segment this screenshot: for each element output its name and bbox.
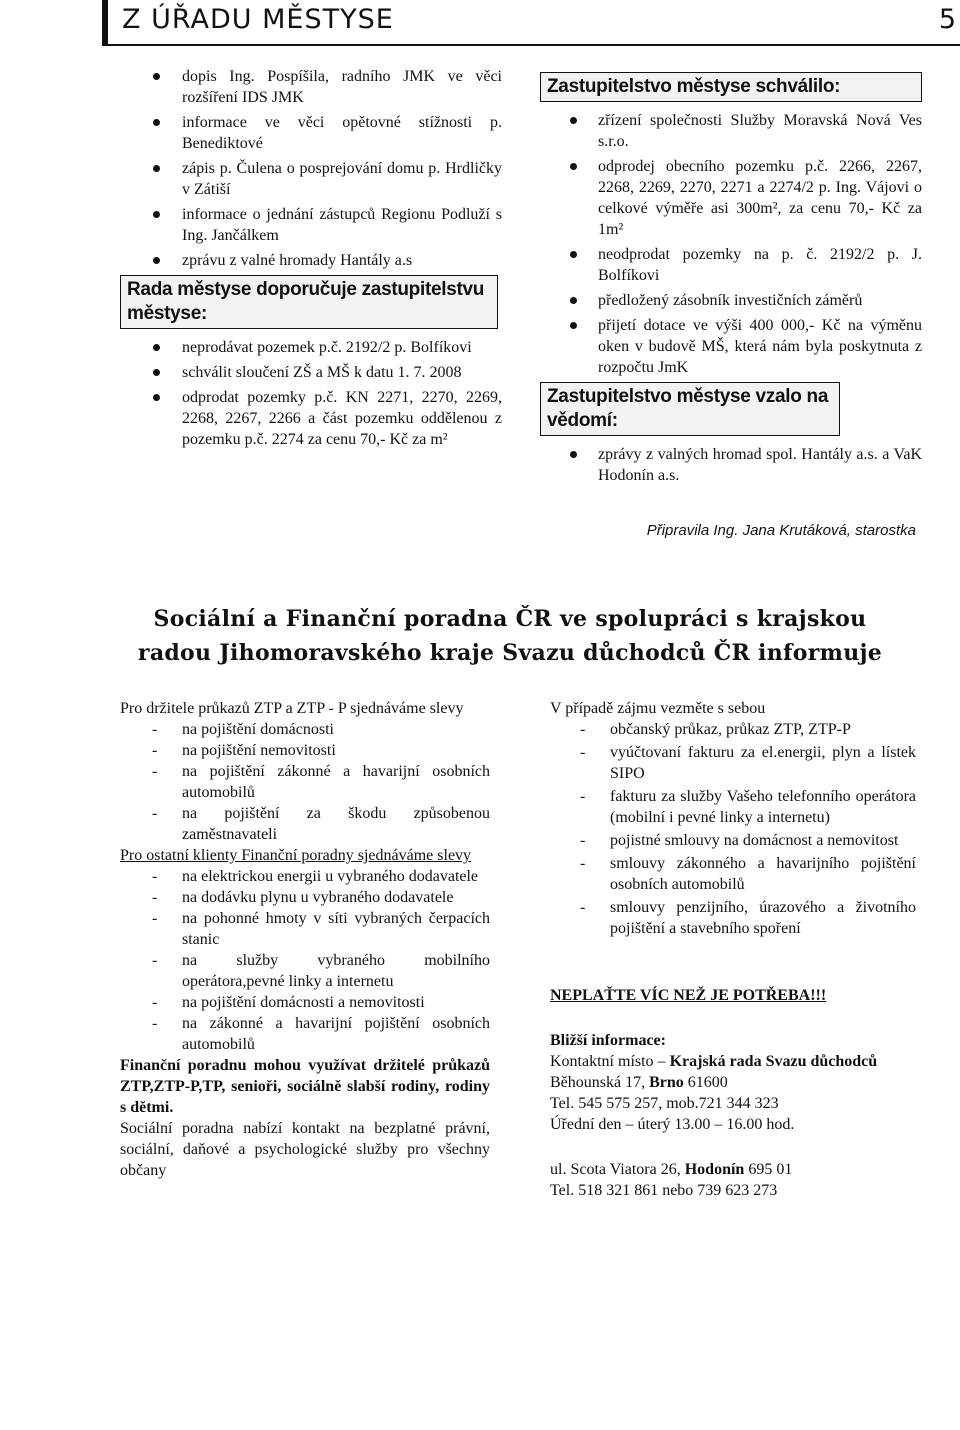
address-city: Brno — [649, 1074, 684, 1091]
contact-prefix: Kontaktní místo – — [550, 1053, 670, 1070]
vzalo-heading: Zastupitelstvo městyse vzalo na vědomí: — [540, 382, 840, 436]
list-item: - na elektrickou energii u vybraného dodavatele — [120, 866, 490, 887]
vzalo-list — [540, 444, 922, 486]
bring-heading: V případě zájmu vezměte s sebou — [550, 700, 766, 717]
lower-right-column — [550, 698, 916, 1201]
list-item: - na pojištění za škodu způsobenou zaměstnavateli — [120, 803, 490, 845]
spacer — [550, 1006, 916, 1030]
address2-zip: 695 01 — [744, 1161, 793, 1178]
list-item: - fakturu za služby Vašeho telefonního operátora (mobilní i pevné linky a internetu) — [550, 786, 916, 828]
council-info-list — [120, 66, 502, 271]
list-item: odprodej obecního pozemku p.č. 2266, 2267, 2268, 2269, 2270, 2271 a 2274/2 p. Ing. Vájovi o celkové výměře asi 300m², za cenu 70,- Kč za 1m² — [540, 156, 922, 240]
address-zip: 61600 — [683, 1074, 728, 1091]
list-item: - občanský průkaz, průkaz ZTP, ZTP-P — [550, 719, 916, 740]
list-item: předložený zásobník investičních záměrů — [540, 290, 922, 311]
prepared-by: Připravila Ing. Jana Krutáková, starostka — [646, 522, 916, 539]
rada-heading: Rada městyse doporučuje zastupitelstvu městyse: — [120, 275, 498, 329]
section-title: Z ÚŘADU MĚSTYSE — [122, 4, 394, 35]
list-item: zřízení společnosti Služby Moravská Nová Ves s.r.o. — [540, 110, 922, 152]
right-column — [540, 72, 922, 490]
schvalilo-heading: Zastupitelstvo městyse schválilo: — [540, 72, 922, 102]
list-item: schválit sloučení ZŠ a MŠ k datu 1. 7. 2008 — [120, 362, 502, 383]
list-item: - na pojištění domácnosti a nemovitosti — [120, 992, 490, 1013]
contact-line — [550, 1051, 916, 1072]
ztp-list — [120, 719, 490, 845]
list-item: zápis p. Čulena o posprejování domu p. Hrdličky v Zátiší — [120, 158, 502, 200]
office-hours: Úřední den – úterý 13.00 – 16.00 hod. — [550, 1116, 795, 1133]
page-header — [102, 0, 960, 46]
list-item: - smlouvy zákonného a havarijního pojištění osobních automobilů — [550, 853, 916, 895]
bring-list — [550, 719, 916, 939]
list-item: přijetí dotace ve výši 400 000,- Kč na výměnu oken v budově MŠ, která nám byla poskytnuta z rozpočtu JmK — [540, 315, 922, 378]
lower-left-column — [120, 698, 490, 1181]
address2-city: Hodonín — [684, 1161, 745, 1178]
list-item: informace o jednání zástupců Regionu Podluží s Ing. Jančálkem — [120, 204, 502, 246]
list-item: - na dodávku plynu u vybraného dodavatele — [120, 887, 490, 908]
rada-list — [120, 337, 502, 450]
spacer — [550, 1135, 916, 1159]
page-number: 5 — [938, 4, 956, 35]
address2-line — [550, 1159, 916, 1180]
list-item: - na pojištění zákonné a havarijní osobních automobilů — [120, 761, 490, 803]
list-item: zprávu z valné hromady Hantály a.s — [120, 250, 502, 271]
ztp-heading — [120, 698, 490, 719]
list-item: - na zákonné a havarijní pojištění osobních automobilů — [120, 1013, 490, 1055]
address-street: Běhounská 17, — [550, 1074, 650, 1091]
usage-bold: Finanční poradnu mohou využívat držitelé průkazů ZTP,ZTP-P,TP, senioři, sociálně slabší rodiny, rodiny s dětmi. — [120, 1057, 490, 1116]
ztp-heading-text: Pro držitele průkazů ZTP a ZTP - P sjednáváme slevy — [120, 700, 464, 717]
spacer — [550, 941, 916, 985]
list-item: - na pohonné hmoty v síti vybraných čerpacích stanic — [120, 908, 490, 950]
social-title: Sociální a Finanční poradna ČR ve spolupráci s krajskou radou Jihomoravského kraje Svazu důchodců ČR informuje — [137, 606, 883, 666]
list-item: zprávy z valných hromad spol. Hantály a.s. a VaK Hodonín a.s. — [540, 444, 922, 486]
phone2-line: Tel. 518 321 861 nebo 739 623 273 — [550, 1182, 778, 1199]
list-item: neprodávat pozemek p.č. 2192/2 p. Bolfíkovi — [120, 337, 502, 358]
other-list — [120, 866, 490, 1055]
schvalilo-list — [540, 110, 922, 378]
list-item: dopis Ing. Pospíšila, radního JMK ve věci rozšíření IDS JMK — [120, 66, 502, 108]
address2-street: ul. Scota Viatora 26, — [550, 1161, 685, 1178]
list-item: - vyúčtovaní fakturu za el.energii, plyn a lístek SIPO — [550, 742, 916, 784]
phone-line: Tel. 545 575 257, mob.721 344 323 — [550, 1095, 779, 1112]
list-item: neodprodat pozemky na p. č. 2192/2 p. J. Bolfíkovi — [540, 244, 922, 286]
info-heading: Bližší informace: — [550, 1032, 666, 1049]
address-line — [550, 1072, 916, 1093]
list-item: - smlouvy penzijního, úrazového a životního pojištění a stavebního spoření — [550, 897, 916, 939]
other-heading: Pro ostatní klienty Finanční poradny sjednáváme slevy — [120, 847, 472, 864]
left-column — [120, 66, 502, 454]
usage-text: Sociální poradna nabízí kontakt na bezplatné právní, sociální, daňové a psychologické služby pro všechny občany — [120, 1120, 490, 1179]
list-item: informace ve věci opětovné stížnosti p. Benediktové — [120, 112, 502, 154]
list-item: odprodat pozemky p.č. KN 2271, 2270, 2269, 2268, 2267, 2266 a část pozemku oddělenou z pozemku p.č. 2274 za cenu 70,- Kč za m² — [120, 387, 502, 450]
list-item: - pojistné smlouvy na domácnost a nemovitost — [550, 830, 916, 851]
list-item: - na pojištění nemovitosti — [120, 740, 490, 761]
header-bar — [102, 0, 108, 46]
slogan: NEPLAŤTE VÍC NEŽ JE POTŘEBA!!! — [550, 987, 827, 1004]
contact-name: Krajská rada Svazu důchodců — [669, 1053, 878, 1070]
list-item: - na pojištění domácnosti — [120, 719, 490, 740]
list-item: - na služby vybraného mobilního operátora,pevné linky a internetu — [120, 950, 490, 992]
